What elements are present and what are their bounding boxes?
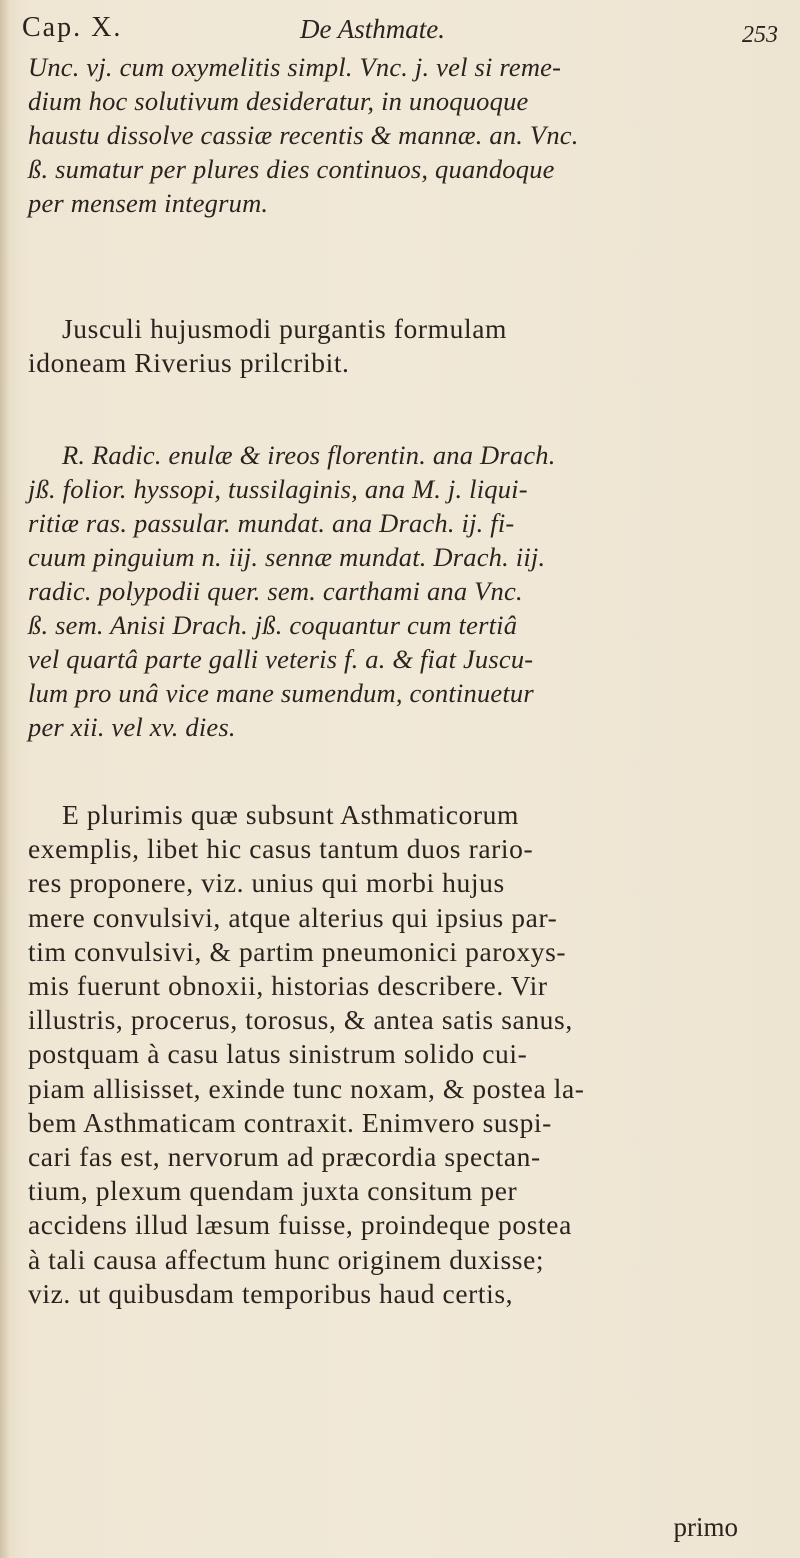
page-number: 253 [742,22,778,48]
text-line: idoneam Riverius prilcribit. [28,347,350,379]
text-line: R. Radic. enulæ & ireos florentin. ana Drach. [62,440,556,470]
text-line: cari fas est, nervorum ad præcordia spectan- [28,1141,541,1173]
paragraph-recipe [28,438,774,744]
text-line: accidens illud læsum fuisse, proindeque postea [28,1209,572,1241]
chapter-heading: Cap. X. [22,12,123,43]
text-line: lum pro unâ vice mane sumendum, continuetur [28,678,534,708]
text-line: vel quartâ parte galli veteris f. a. & fiat Juscu- [28,644,534,674]
text-line: per xii. vel xv. dies. [28,712,236,742]
paragraph-formula-intro [28,312,774,380]
text-line: postquam à casu latus sinistrum solido cui- [28,1038,528,1070]
text-line: radic. polypodii quer. sem. carthami ana Vnc. [28,576,523,606]
text-line: à tali causa affectum hunc originem duxisse; [28,1243,545,1275]
page-header [18,6,790,54]
text-line: mere convulsivi, atque alterius qui ipsius par- [28,901,558,933]
text-line: dium hoc solutivum desideratur, in unoquoque [28,86,529,116]
binding-shadow [0,0,10,1558]
text-line: E plurimis quæ subsunt Asthmaticorum [62,799,520,830]
text-line: viz. ut quibusdam temporibus haud certis, [28,1277,514,1309]
text-line: Unc. vj. cum oxymelitis simpl. Vnc. j. vel si reme- [28,52,562,82]
catchword: primo [673,1512,738,1542]
text-line: illustris, procerus, torosus, & antea satis sanus, [28,1004,573,1036]
text-line: ritiæ ras. passular. mundat. ana Drach. ij. fi- [28,508,515,538]
text-line: jß. folior. hyssopi, tussilaginis, ana M. j. liqui- [28,474,528,504]
text-line: exemplis, libet hic casus tantum duos rario- [28,833,534,865]
text-line: piam allisisset, exinde tunc noxam, & postea la- [28,1072,585,1104]
text-line: tium, plexum quendam juxta consitum per [28,1175,518,1207]
text-line: tim convulsivi, & partim pneumonici paroxys- [28,935,567,967]
text-line: res proponere, viz. unius qui morbi hujus [28,867,505,899]
text-line: bem Asthmaticam contraxit. Enimvero suspi- [28,1106,552,1138]
text-line: cuum pinguium n. iij. sennæ mundat. Drach. iij. [28,542,546,572]
text-line: mis fuerunt obnoxii, historias describere. Vir [28,970,548,1002]
text-line: haustu dissolve cassiæ recentis & mannæ. an. Vnc. [28,120,579,150]
text-line: per mensem integrum. [28,188,269,218]
running-title: De Asthmate. [300,14,445,44]
text-line: Jusculi hujusmodi purgantis formulam [62,313,508,344]
paragraph-case-histories [28,798,774,1311]
text-line: ß. sem. Anisi Drach. jß. coquantur cum tertiâ [28,610,518,640]
paragraph-recipe-continuation [28,50,774,220]
text-line: ß. sumatur per plures dies continuos, quandoque [28,154,555,184]
